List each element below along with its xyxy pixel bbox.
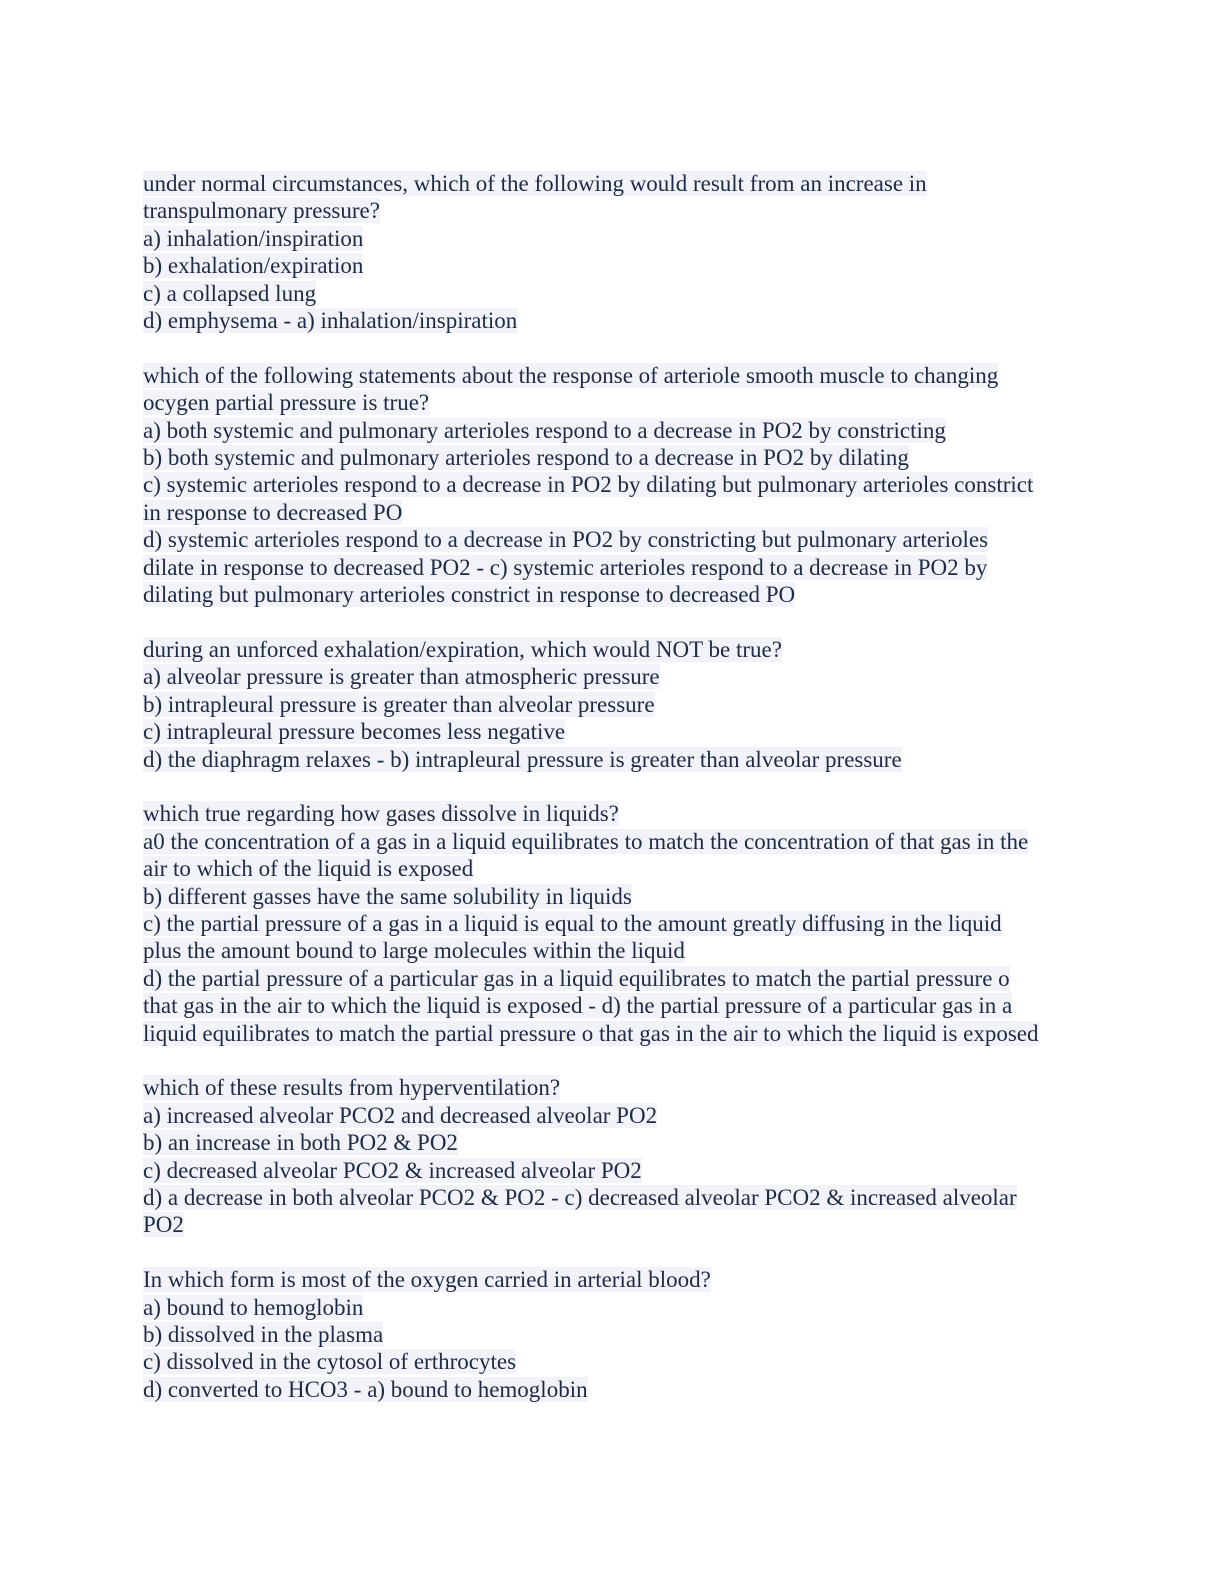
text-line: d) systemic arterioles respond to a decrease in PO2 by constricting but pulmonary arterioles xyxy=(143,527,989,553)
text-line: a) alveolar pressure is greater than atmospheric pressure xyxy=(143,664,660,690)
text-line: b) an increase in both PO2 & PO2 xyxy=(143,1130,458,1156)
text-line: d) a decrease in both alveolar PCO2 & PO2 - c) decreased alveolar PCO2 & increased alveolar xyxy=(143,1184,1017,1210)
text-line: c) dissolved in the cytosol of erthrocytes xyxy=(143,1349,517,1375)
text-line: which of the following statements about the response of arteriole smooth muscle to changing xyxy=(143,362,999,388)
question-block-4 xyxy=(143,800,1083,1047)
text-line: during an unforced exhalation/expiration, which would NOT be true? xyxy=(143,636,782,662)
document-body xyxy=(143,170,1083,1431)
question-block-6 xyxy=(143,1266,1083,1403)
text-line: In which form is most of the oxygen carried in arterial blood? xyxy=(143,1267,711,1293)
question-block-3 xyxy=(143,636,1083,773)
text-line: a) inhalation/inspiration xyxy=(143,225,364,251)
text-line: b) dissolved in the plasma xyxy=(143,1321,384,1347)
text-line: a) increased alveolar PCO2 and decreased alveolar PO2 xyxy=(143,1102,658,1128)
text-line: transpulmonary pressure? xyxy=(143,198,380,224)
text-line: ocygen partial pressure is true? xyxy=(143,390,430,416)
text-line: c) intrapleural pressure becomes less negative xyxy=(143,719,566,745)
text-line: PO2 xyxy=(143,1212,184,1238)
text-line: that gas in the air to which the liquid is exposed - d) the partial pressure of a particular gas in a xyxy=(143,993,1013,1019)
text-line: b) intrapleural pressure is greater than alveolar pressure xyxy=(143,691,655,717)
text-line: d) emphysema - a) inhalation/inspiration xyxy=(143,308,518,334)
text-line: a) both systemic and pulmonary arterioles respond to a decrease in PO2 by constricting xyxy=(143,417,946,443)
text-line: a0 the concentration of a gas in a liquid equilibrates to match the concentration of that gas in the xyxy=(143,828,1029,854)
text-line: b) both systemic and pulmonary arterioles respond to a decrease in PO2 by dilating xyxy=(143,445,909,471)
question-block-1 xyxy=(143,170,1083,334)
text-line: in response to decreased PO xyxy=(143,499,403,525)
text-line: which of these results from hyperventilation? xyxy=(143,1075,561,1101)
text-line: dilating but pulmonary arterioles constrict in response to decreased PO xyxy=(143,582,796,608)
text-line: liquid equilibrates to match the partial pressure o that gas in the air to which the liquid is exposed xyxy=(143,1020,1039,1046)
text-line: d) converted to HCO3 - a) bound to hemoglobin xyxy=(143,1376,588,1402)
text-line: air to which of the liquid is exposed xyxy=(143,856,474,882)
text-line: plus the amount bound to large molecules within the liquid xyxy=(143,938,685,964)
text-line: dilate in response to decreased PO2 - c) systemic arterioles respond to a decrease in PO2 by xyxy=(143,554,988,580)
text-line: which true regarding how gases dissolve in liquids? xyxy=(143,801,619,827)
text-line: d) the partial pressure of a particular gas in a liquid equilibrates to match the partial pressure o xyxy=(143,965,1010,991)
text-line: d) the diaphragm relaxes - b) intrapleural pressure is greater than alveolar pressure xyxy=(143,746,902,772)
text-line: c) a collapsed lung xyxy=(143,280,317,306)
text-line: c) systemic arterioles respond to a decrease in PO2 by dilating but pulmonary arterioles constrict xyxy=(143,472,1034,498)
text-line: b) different gasses have the same solubility in liquids xyxy=(143,883,632,909)
text-line: c) the partial pressure of a gas in a liquid is equal to the amount greatly diffusing in the liquid xyxy=(143,910,1002,936)
question-block-5 xyxy=(143,1074,1083,1238)
text-line: c) decreased alveolar PCO2 & increased alveolar PO2 xyxy=(143,1157,642,1183)
text-line: b) exhalation/expiration xyxy=(143,253,364,279)
text-line: a) bound to hemoglobin xyxy=(143,1294,364,1320)
question-block-2 xyxy=(143,362,1083,609)
text-line: under normal circumstances, which of the following would result from an increase in xyxy=(143,171,927,196)
